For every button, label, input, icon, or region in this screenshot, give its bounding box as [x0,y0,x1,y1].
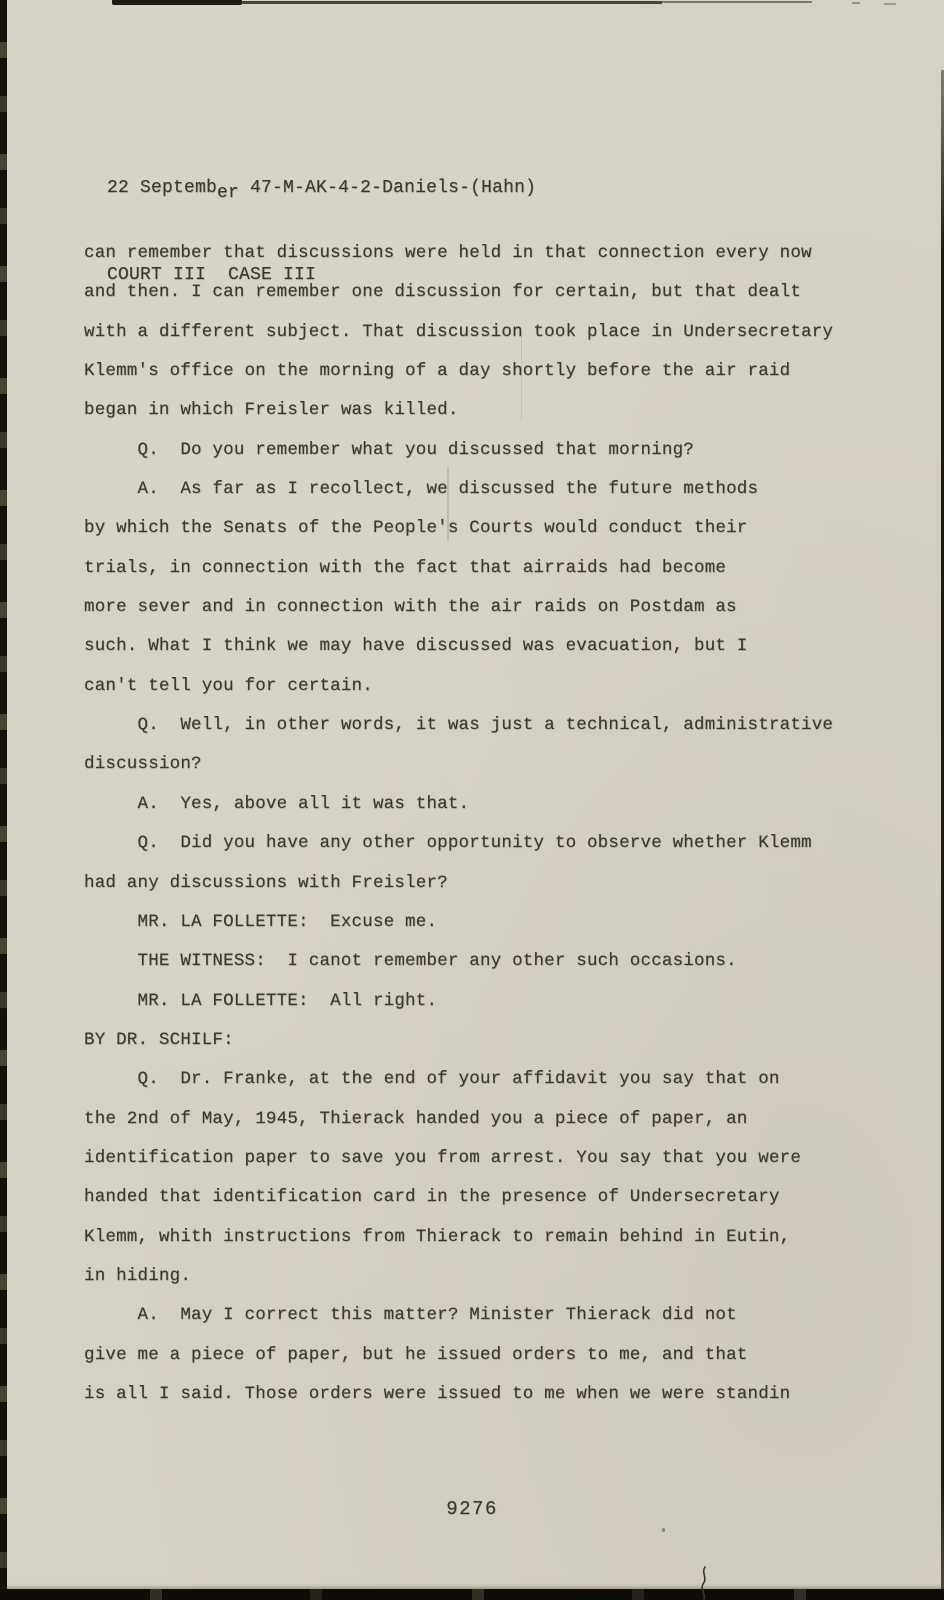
transcript-line: MR. LA FOLLETTE: Excuse me. [84,911,438,932]
transcript-line: in hiding. [84,1265,192,1286]
transcript-line: such. What I think we may have discussed was evacuation, but I [84,636,748,657]
header-date-prefix: 22 Septemb [107,178,218,198]
transcript-line: Q. Do you remember what you discussed that morning? [84,439,694,460]
transcript-line: discussion? [84,754,202,775]
scan-edge-top-line-faint [662,1,812,3]
transcript-line: Q. Well, in other words, it was just a technical, administrative [84,715,834,736]
transcript-line: A. Yes, above all it was that. [84,793,470,814]
transcript-line: trials, in connection with the fact that airraids had become [84,557,727,578]
transcript-line: began in which Freisler was killed. [84,400,459,421]
transcript-line: identification paper to save you from arrest. You say that you were [84,1147,802,1168]
transcript-line: A. As far as I recollect, we discussed the future methods [84,479,759,500]
header-date-line [107,178,537,203]
transcript-line: and then. I can remember one discussion for certain, but that dealt [84,282,802,303]
transcript-line: with a different subject. That discussion took place in Undersecretary [84,321,834,342]
ink-squiggle-mark [697,1566,711,1600]
transcript-line: can remember that discussions were held in that connection every now [84,243,812,263]
header-date-suffix: 47-M-AK-4-2-Daniels-(Hahn) [239,178,537,198]
transcript-line: BY DR. SCHILF: [84,1029,234,1050]
page-number: 9276 [446,1498,498,1520]
scan-edge-top-mark [112,0,242,5]
transcript-line: Klemm, whith instructions from Thierack to remain behind in Eutin, [84,1226,791,1247]
scan-edge-bottom [0,1589,944,1600]
transcript-line: Klemm's office on the morning of a day shortly before the air raid [84,361,791,382]
transcript-line: MR. LA FOLLETTE: All right. [84,990,438,1011]
transcript-line: can't tell you for certain. [84,675,373,696]
transcript-line: THE WITNESS: I canot remember any other such occasions. [84,951,737,972]
scan-edge-top-line [242,1,662,4]
transcript-line: Q. Did you have any other opportunity to observe whether Klemm [84,833,812,854]
transcript-line: handed that identification card in the presence of Undersecretary [84,1187,780,1208]
transcript-body [84,243,924,1423]
transcript-line: A. May I correct this matter? Minister Thierack did not [84,1305,737,1326]
transcript-line: Q. Dr. Franke, at the end of your affidavit you say that on [84,1069,780,1090]
ink-speck [662,1528,665,1532]
scan-edge-left [0,0,7,1600]
transcript-line: is all I said. Those orders were issued to me when we were standin [84,1383,791,1404]
scan-speck [852,2,860,4]
transcript-line: had any discussions with Freisler? [84,872,448,893]
transcript-line: more sever and in connection with the air raids on Postdam as [84,597,737,618]
transcript-line: give me a piece of paper, but he issued orders to me, and that [84,1344,748,1365]
scan-speck [884,3,896,5]
header-case-line: COURT III CASE III [107,265,317,285]
transcript-line: by which the Senats of the People's Courts would conduct their [84,518,748,539]
header-date-subscript: er [217,183,240,203]
transcript-line: the 2nd of May, 1945, Thierack handed you a piece of paper, an [84,1108,748,1129]
